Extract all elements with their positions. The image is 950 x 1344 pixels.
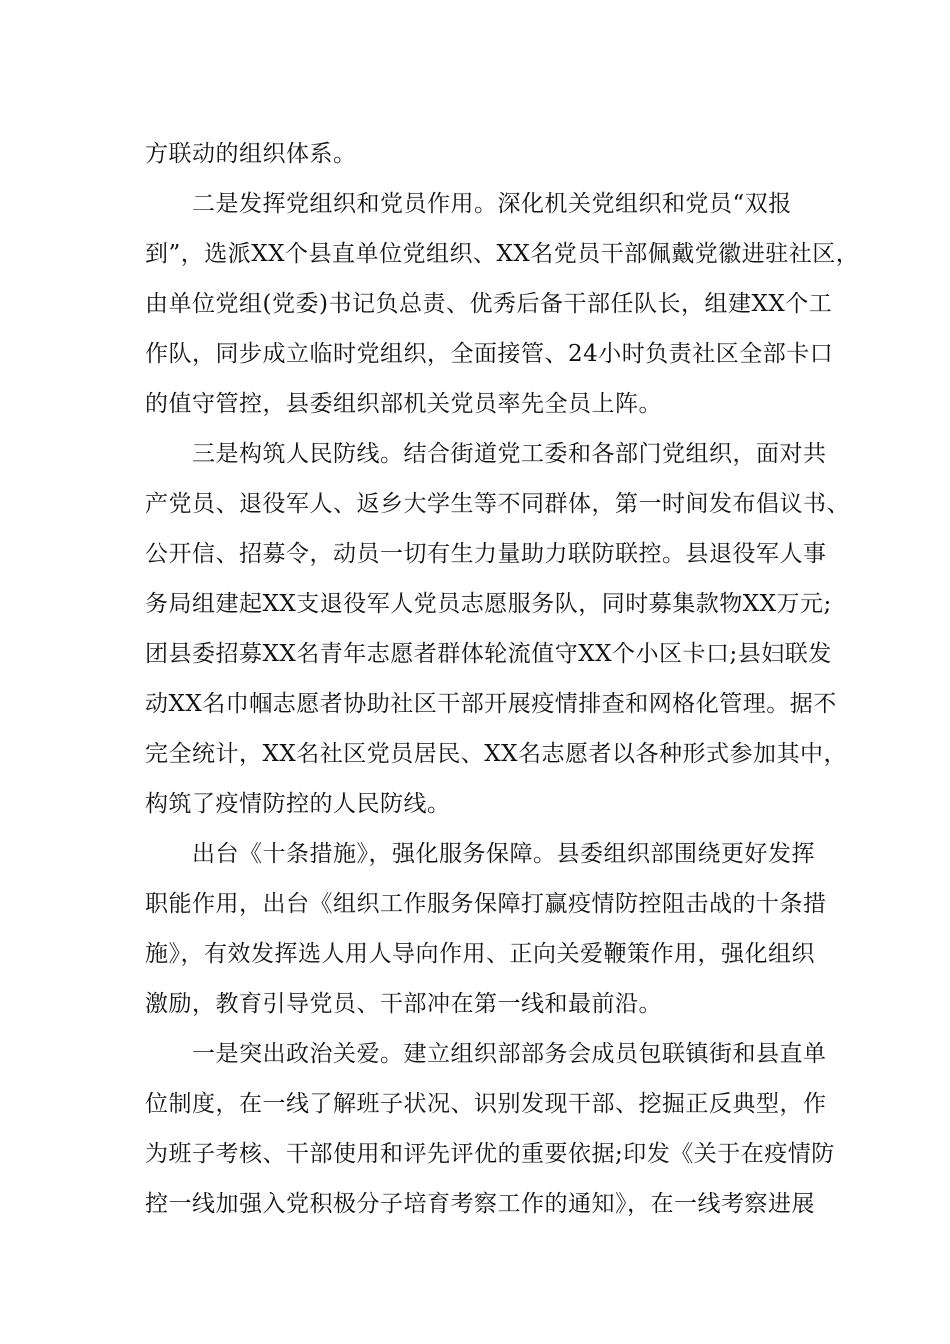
- text-line: 动XX名巾帼志愿者协助社区干部开展疫情排查和网格化管理。据不: [145, 691, 837, 717]
- text-line: 完全统计，XX名社区党员居民、XX名志愿者以各种形式参加其中，: [145, 741, 847, 767]
- text-line: 职能作用，出台《组织工作服务保障打赢疫情防控阻击战的十条措: [145, 891, 827, 917]
- text-line: 施》，有效发挥选人用人导向作用、正向关爱鞭策作用，强化组织: [145, 941, 815, 967]
- text-line: 二是发挥党组织和党员作用。深化机关党组织和党员“双报: [145, 191, 792, 217]
- text-line: 产党员、退役军人、返乡大学生等不同群体，第一时间发布倡议书、: [145, 491, 850, 517]
- text-line: 的值守管控，县委组织部机关党员率先全员上阵。: [145, 391, 662, 417]
- text-line: 激励，教育引导党员、干部冲在第一线和最前沿。: [145, 991, 662, 1017]
- text-line: 团县委招募XX名青年志愿者群体轮流值守XX个小区卡口;县妇联发: [145, 641, 832, 667]
- text-line: 方联动的组织体系。: [145, 141, 357, 167]
- text-line: 构筑了疫情防控的人民防线。: [145, 791, 451, 817]
- text-line: 务局组建起XX支退役军人党员志愿服务队，同时募集款物XX万元;: [145, 591, 832, 617]
- text-line: 控一线加强入党积极分子培育考察工作的通知》，在一线考察进展: [145, 1191, 815, 1217]
- text-line: 作队，同步成立临时党组织，全面接管、24小时负责社区全部卡口: [145, 341, 834, 367]
- text-line: 为班子考核、干部使用和评先评优的重要依据;印发《关于在疫情防: [145, 1141, 835, 1167]
- text-line: 出台《十条措施》，强化服务保障。县委组织部围绕更好发挥: [145, 841, 815, 867]
- text-line: 公开信、招募令，动员一切有生力量助力联防联控。县退役军人事: [145, 541, 827, 567]
- text-line: 由单位党组(党委)书记负总责、优秀后备干部任队长，组建XX个工: [145, 291, 833, 317]
- text-line: 位制度，在一线了解班子状况、识别发现干部、挖掘正反典型，作: [145, 1091, 827, 1117]
- text-line: 三是构筑人民防线。结合街道党工委和各部门党组织，面对共: [145, 441, 827, 467]
- text-line: 到”，选派XX个县直单位党组织、XX名党员干部佩戴党徽进驻社区，: [145, 241, 860, 267]
- text-line: 一是突出政治关爱。建立组织部部务会成员包联镇街和县直单: [145, 1041, 827, 1067]
